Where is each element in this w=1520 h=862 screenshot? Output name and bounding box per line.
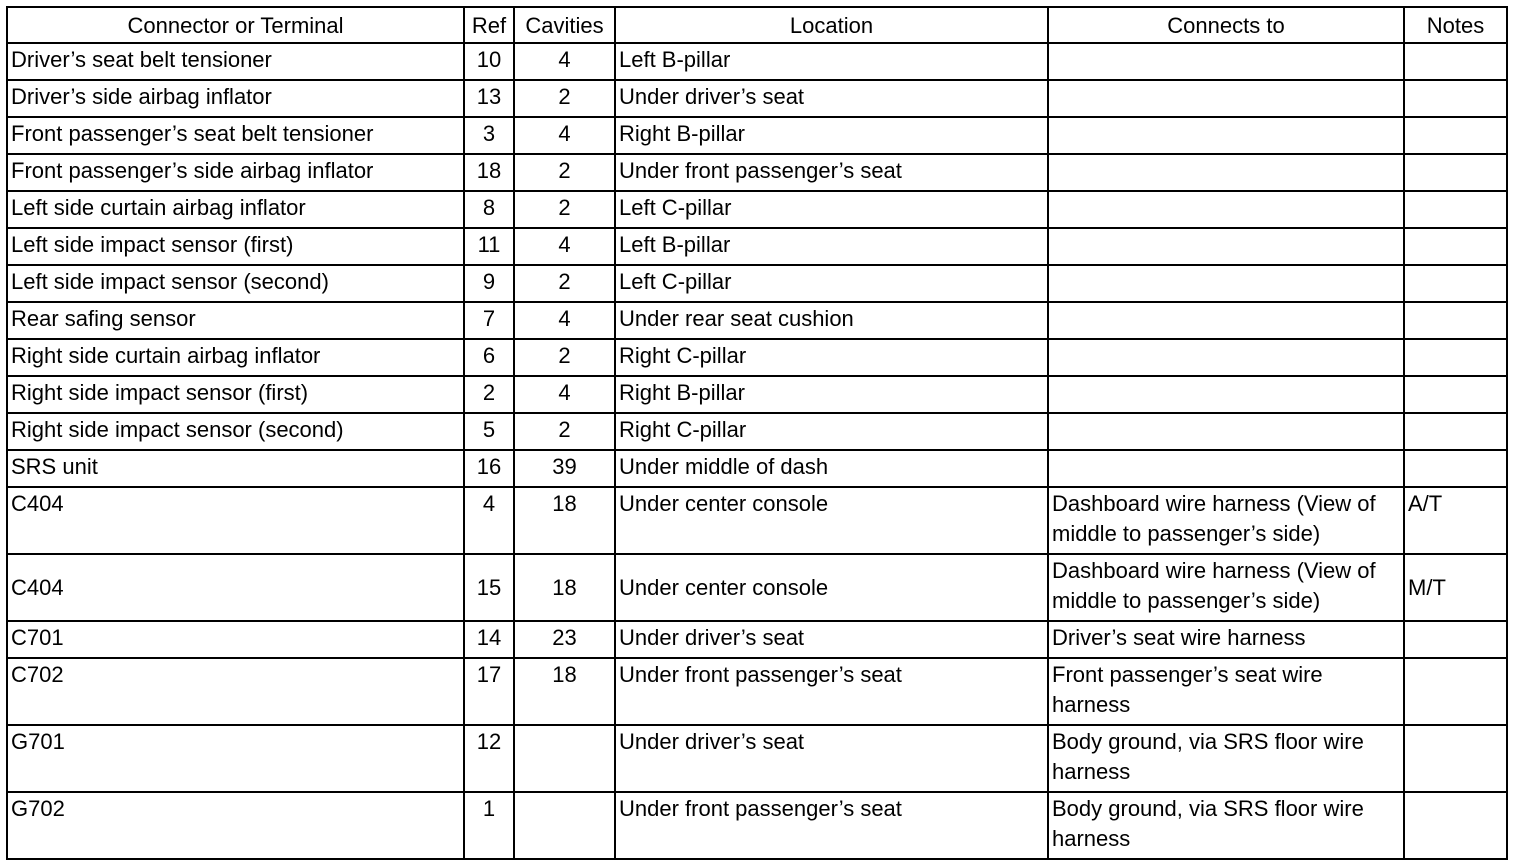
cell-location: Right C-pillar [615,413,1048,450]
cell-ref: 18 [464,154,514,191]
cell-connects-to: Body ground, via SRS floor wire harness [1048,792,1404,859]
cell-ref: 11 [464,228,514,265]
cell-notes [1404,80,1507,117]
cell-connector: Right side impact sensor (first) [7,376,464,413]
cell-notes [1404,302,1507,339]
cell-notes: A/T [1404,487,1507,554]
cell-connector: G702 [7,792,464,859]
cell-connects-to [1048,413,1404,450]
cell-connector: Front passenger’s seat belt tensioner [7,117,464,154]
cell-connects-to [1048,191,1404,228]
cell-connector: Right side curtain airbag inflator [7,339,464,376]
cell-connector: Front passenger’s side airbag inflator [7,154,464,191]
cell-notes: M/T [1404,554,1507,621]
table-row [7,450,1507,487]
cell-connector: C404 [7,487,464,554]
cell-connector: G701 [7,725,464,792]
cell-ref: 5 [464,413,514,450]
cell-ref: 17 [464,658,514,725]
cell-ref: 12 [464,725,514,792]
table-row [7,80,1507,117]
cell-cavities: 18 [514,658,615,725]
cell-notes [1404,228,1507,265]
cell-location: Under middle of dash [615,450,1048,487]
cell-connects-to: Front passenger’s seat wire harness [1048,658,1404,725]
cell-cavities: 2 [514,265,615,302]
header-connects-to: Connects to [1048,7,1404,43]
cell-connector: SRS unit [7,450,464,487]
cell-connector: C702 [7,658,464,725]
cell-location: Under rear seat cushion [615,302,1048,339]
cell-cavities [514,725,615,792]
cell-connector: Left side impact sensor (first) [7,228,464,265]
header-ref: Ref [464,7,514,43]
cell-connects-to [1048,43,1404,80]
cell-notes [1404,191,1507,228]
cell-location: Under front passenger’s seat [615,658,1048,725]
cell-connector: Left side impact sensor (second) [7,265,464,302]
cell-ref: 2 [464,376,514,413]
cell-location: Under front passenger’s seat [615,154,1048,191]
table-row [7,339,1507,376]
table-row [7,228,1507,265]
cell-notes [1404,658,1507,725]
table-row [7,487,1507,554]
cell-cavities: 2 [514,191,615,228]
cell-cavities: 39 [514,450,615,487]
cell-connector: Left side curtain airbag inflator [7,191,464,228]
cell-location: Under driver’s seat [615,80,1048,117]
cell-cavities [514,792,615,859]
cell-connector: C404 [7,554,464,621]
cell-notes [1404,792,1507,859]
cell-notes [1404,265,1507,302]
cell-ref: 10 [464,43,514,80]
cell-location: Right B-pillar [615,117,1048,154]
cell-ref: 15 [464,554,514,621]
table-row [7,621,1507,658]
cell-connects-to [1048,154,1404,191]
cell-cavities: 4 [514,302,615,339]
table-row [7,43,1507,80]
cell-cavities: 18 [514,554,615,621]
header-notes: Notes [1404,7,1507,43]
cell-ref: 8 [464,191,514,228]
cell-connects-to [1048,339,1404,376]
cell-location: Right B-pillar [615,376,1048,413]
header-cavities: Cavities [514,7,615,43]
cell-ref: 14 [464,621,514,658]
cell-cavities: 4 [514,117,615,154]
cell-connects-to: Driver’s seat wire harness [1048,621,1404,658]
cell-connects-to: Dashboard wire harness (View of middle to passenger’s side) [1048,487,1404,554]
cell-location: Under driver’s seat [615,621,1048,658]
table-row [7,376,1507,413]
cell-cavities: 2 [514,339,615,376]
header-connector: Connector or Terminal [7,7,464,43]
cell-ref: 1 [464,792,514,859]
cell-notes [1404,725,1507,792]
table-row [7,792,1507,859]
cell-cavities: 2 [514,154,615,191]
table-row [7,413,1507,450]
cell-cavities: 4 [514,376,615,413]
cell-ref: 7 [464,302,514,339]
cell-connects-to: Body ground, via SRS floor wire harness [1048,725,1404,792]
table-row [7,302,1507,339]
cell-connector: Right side impact sensor (second) [7,413,464,450]
cell-cavities: 4 [514,228,615,265]
cell-location: Left C-pillar [615,265,1048,302]
cell-notes [1404,376,1507,413]
cell-ref: 6 [464,339,514,376]
connector-table [6,6,1508,860]
table-row [7,554,1507,621]
header-row [7,7,1507,43]
cell-cavities: 18 [514,487,615,554]
cell-notes [1404,621,1507,658]
cell-connects-to: Dashboard wire harness (View of middle to passenger’s side) [1048,554,1404,621]
cell-connector: C701 [7,621,464,658]
cell-location: Left C-pillar [615,191,1048,228]
cell-location: Under front passenger’s seat [615,792,1048,859]
table-row [7,658,1507,725]
cell-connects-to [1048,80,1404,117]
header-location: Location [615,7,1048,43]
cell-connects-to [1048,228,1404,265]
cell-ref: 9 [464,265,514,302]
cell-connects-to [1048,450,1404,487]
cell-location: Under center console [615,487,1048,554]
cell-connects-to [1048,117,1404,154]
table-row [7,725,1507,792]
cell-location: Left B-pillar [615,228,1048,265]
cell-cavities: 2 [514,80,615,117]
cell-connector: Driver’s seat belt tensioner [7,43,464,80]
cell-connector: Driver’s side airbag inflator [7,80,464,117]
cell-notes [1404,450,1507,487]
table-row [7,154,1507,191]
cell-location: Left B-pillar [615,43,1048,80]
table-row [7,117,1507,154]
cell-ref: 16 [464,450,514,487]
cell-cavities: 23 [514,621,615,658]
cell-cavities: 4 [514,43,615,80]
cell-location: Under driver’s seat [615,725,1048,792]
cell-location: Under center console [615,554,1048,621]
cell-notes [1404,43,1507,80]
cell-location: Right C-pillar [615,339,1048,376]
cell-cavities: 2 [514,413,615,450]
cell-ref: 4 [464,487,514,554]
cell-notes [1404,413,1507,450]
table-row [7,265,1507,302]
table-row [7,191,1507,228]
cell-connects-to [1048,376,1404,413]
cell-notes [1404,154,1507,191]
cell-ref: 3 [464,117,514,154]
cell-connects-to [1048,302,1404,339]
cell-ref: 13 [464,80,514,117]
cell-connects-to [1048,265,1404,302]
cell-notes [1404,117,1507,154]
cell-notes [1404,339,1507,376]
cell-connector: Rear safing sensor [7,302,464,339]
